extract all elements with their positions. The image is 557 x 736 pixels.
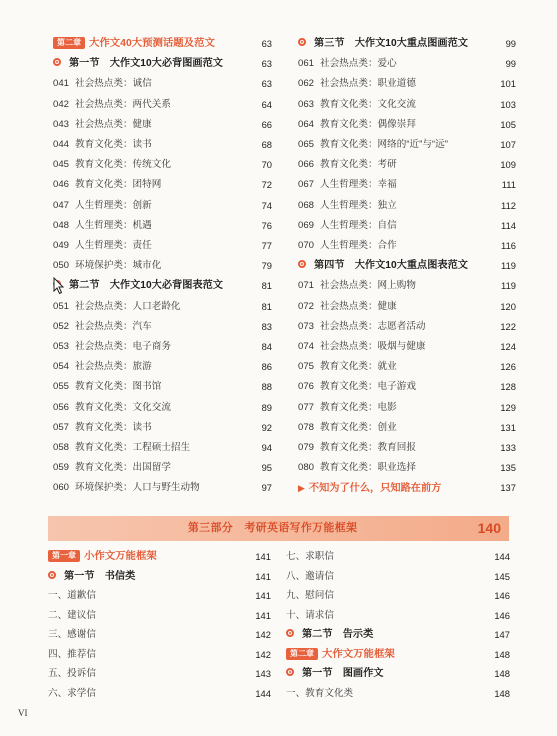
toc-entry[interactable] [298, 75, 516, 93]
entry-page-number: 148 [494, 648, 510, 660]
section-title: 第二节 告示类 [302, 629, 374, 640]
entry-title: 社会热点类：吸烟与健康 [320, 341, 426, 352]
entry-page-number: 131 [500, 421, 516, 433]
entry-title: 教育文化类：读书 [75, 139, 152, 150]
entry-page-number: 83 [261, 320, 272, 332]
entry-title: 四、推荐信 [48, 648, 96, 660]
toc-entry[interactable] [53, 298, 272, 316]
toc-section[interactable] [298, 35, 516, 53]
entry-number: 049 [53, 240, 70, 251]
entry-number: 057 [53, 421, 70, 433]
entry-title: 人生哲理类：创新 [75, 199, 152, 211]
entry-title: 社会热点类：爱心 [320, 58, 397, 70]
toc-entry[interactable] [53, 217, 272, 235]
toc-entry[interactable] [53, 257, 272, 275]
chapter-badge: 第一章 [48, 550, 80, 562]
entry-page-number: 129 [500, 401, 516, 413]
entry-number: 048 [53, 219, 70, 231]
toc-entry[interactable] [286, 587, 510, 605]
toc-entry[interactable] [298, 439, 516, 457]
entry-title: 人生哲理类：自信 [320, 219, 397, 231]
entry-number: 065 [298, 139, 315, 150]
entry-page-number: 146 [494, 609, 510, 621]
entry-number: 066 [298, 159, 315, 171]
entry-title: 六、求学信 [48, 687, 96, 699]
toc-entry[interactable] [48, 607, 271, 625]
entry-title: 十、请求信 [286, 609, 334, 621]
toc-entry[interactable] [53, 399, 272, 417]
toc-entry[interactable] [298, 298, 516, 316]
entry-page-number: 122 [500, 320, 516, 332]
entry-number: 080 [298, 462, 315, 474]
entry-number: 077 [298, 401, 315, 413]
entry-title: 教育文化类：就业 [320, 361, 397, 373]
entry-page-number: 84 [261, 341, 272, 352]
entry-title: 社会热点类：两代关系 [75, 98, 171, 110]
entry-page-number: 114 [501, 219, 516, 231]
entry-page-number: 143 [255, 668, 271, 679]
entry-number: 060 [53, 482, 70, 494]
entry-number: 063 [298, 98, 315, 110]
entry-page-number: 105 [500, 118, 516, 130]
entry-page-number: 76 [261, 219, 272, 231]
chapter-title: 小作文万能框架 [84, 551, 157, 562]
entry-number: 059 [53, 462, 70, 474]
entry-title: 社会热点类：电子商务 [75, 341, 171, 352]
entry-title: 社会热点类：旅游 [75, 361, 152, 373]
entry-title: 教育文化类：图书馆 [75, 381, 162, 393]
entry-title: 教育文化类：读书 [75, 421, 152, 433]
entry-page-number: 103 [500, 98, 516, 110]
entry-number: 076 [298, 381, 315, 393]
entry-number: 043 [53, 118, 70, 130]
toc-entry[interactable] [53, 358, 272, 376]
toc-entry[interactable] [286, 548, 510, 566]
entry-page-number: 137 [500, 482, 516, 494]
toc-entry[interactable] [298, 156, 516, 174]
entry-title: 人生哲理类：独立 [320, 199, 397, 211]
toc-entry[interactable] [48, 587, 271, 605]
section-bullet-icon [286, 668, 294, 676]
next-part-title: 不知为了什么，只知路在前方 [308, 483, 442, 495]
toc-entry[interactable] [53, 419, 272, 437]
toc-entry[interactable] [53, 479, 272, 497]
toc-entry[interactable] [298, 338, 516, 356]
entry-number: 051 [53, 300, 70, 312]
entry-number: 062 [298, 78, 315, 90]
toc-entry[interactable] [298, 318, 516, 336]
entry-page-number: 142 [255, 648, 271, 660]
entry-title: 教育文化类：文化交流 [320, 98, 416, 110]
entry-title: 人生哲理类：机遇 [75, 219, 152, 231]
entry-page-number: 81 [261, 280, 272, 292]
toc-chapter[interactable] [286, 646, 510, 664]
toc-entry[interactable] [298, 358, 516, 376]
entry-page-number: 77 [261, 240, 272, 251]
toc-entry[interactable] [53, 459, 272, 477]
entry-title: 教育文化类：文化交流 [75, 401, 171, 413]
entry-title: 人生哲理类：幸福 [320, 179, 397, 191]
toc-entry[interactable] [53, 237, 272, 255]
entry-number: 072 [298, 300, 315, 312]
toc-chapter[interactable] [53, 35, 272, 53]
toc-section[interactable] [53, 277, 272, 295]
entry-page-number: 89 [261, 401, 272, 413]
entry-page-number: 144 [255, 687, 271, 699]
entry-number: 071 [298, 280, 315, 292]
entry-number: 064 [298, 118, 315, 130]
section-title: 第四节 大作文10大重点图表范文 [314, 260, 468, 272]
entry-number: 052 [53, 320, 70, 332]
toc-entry[interactable] [53, 318, 272, 336]
entry-number: 075 [298, 361, 315, 373]
toc-entry[interactable] [53, 176, 272, 194]
entry-title: 一、教育文化类 [286, 687, 354, 699]
entry-page-number: 145 [494, 570, 510, 582]
toc-entry[interactable] [53, 75, 272, 93]
entry-number: 069 [298, 219, 315, 231]
section-title: 第三节 大作文10大重点图画范文 [314, 38, 468, 49]
toc-entry[interactable] [53, 96, 272, 114]
mouse-cursor-icon [53, 277, 65, 295]
entry-page-number: 99 [505, 58, 516, 70]
toc-entry[interactable] [298, 116, 516, 134]
entry-number: 078 [298, 421, 315, 433]
toc-entry[interactable] [53, 338, 272, 356]
entry-title: 人生哲理类：合作 [320, 240, 397, 251]
section-title: 第一节 书信类 [64, 570, 136, 582]
entry-page-number: 81 [261, 300, 272, 312]
entry-title: 五、投诉信 [48, 668, 96, 679]
entry-page-number: 64 [261, 98, 272, 110]
entry-page-number: 74 [261, 199, 272, 211]
entry-title: 教育文化类：传统文化 [75, 159, 171, 171]
entry-title: 社会热点类：志愿者活动 [320, 320, 426, 332]
toc-entry[interactable] [298, 197, 516, 215]
section-title: 第二节 大作文10大必背图表范文 [69, 280, 223, 292]
entry-page-number: 126 [500, 361, 516, 373]
entry-number: 074 [298, 341, 315, 352]
entry-page-number: 147 [494, 629, 510, 640]
entry-title: 教育文化类：出国留学 [75, 462, 171, 474]
entry-title: 教育文化类：考研 [320, 159, 397, 171]
toc-next-part[interactable] [298, 479, 516, 497]
entry-number: 041 [53, 78, 70, 90]
entry-page-number: 148 [494, 687, 510, 699]
toc-chapter[interactable] [48, 548, 271, 566]
toc-section[interactable] [286, 665, 510, 683]
toc-entry[interactable] [298, 399, 516, 417]
entry-number: 067 [298, 179, 315, 191]
entry-page-number: 63 [261, 58, 272, 70]
entry-number: 058 [53, 442, 70, 453]
entry-title: 教育文化类：教育回报 [320, 442, 416, 453]
entry-page-number: 124 [500, 341, 516, 352]
section-bullet-icon [53, 58, 61, 66]
toc-entry[interactable] [298, 419, 516, 437]
toc-entry[interactable] [53, 136, 272, 154]
entry-page-number: 109 [500, 159, 516, 171]
entry-page-number: 141 [255, 570, 271, 582]
entry-number: 079 [298, 442, 315, 453]
entry-title: 教育文化类：创业 [320, 421, 397, 433]
entry-number: 046 [53, 179, 70, 191]
entry-number: 045 [53, 159, 70, 171]
entry-page-number: 79 [261, 260, 272, 272]
entry-number: 061 [298, 58, 315, 70]
toc-entry[interactable] [298, 378, 516, 396]
entry-title: 教育文化类：网络的“近”与“远” [320, 139, 448, 150]
entry-number: 055 [53, 381, 70, 393]
entry-title: 社会热点类：人口老龄化 [75, 300, 181, 312]
entry-page-number: 63 [261, 38, 272, 49]
entry-page-number: 148 [494, 668, 510, 679]
toc-entry[interactable] [53, 156, 272, 174]
entry-page-number: 72 [261, 179, 272, 191]
entry-page-number: 119 [501, 260, 516, 272]
toc-entry[interactable] [298, 136, 516, 154]
entry-number: 044 [53, 139, 70, 150]
toc-entry[interactable] [53, 116, 272, 134]
section-bullet-icon [298, 38, 306, 46]
entry-page-number: 120 [500, 300, 516, 312]
toc-entry[interactable] [48, 626, 271, 644]
entry-page-number: 66 [261, 118, 272, 130]
section-title: 第一节 图画作文 [302, 668, 384, 679]
entry-title: 环境保护类：城市化 [75, 260, 162, 272]
entry-number: 054 [53, 361, 70, 373]
banner-title: 第三部分 考研英语写作万能框架 [188, 522, 358, 534]
entry-title: 社会热点类：职业道德 [320, 78, 416, 90]
toc-entry[interactable] [298, 176, 516, 194]
triangle-right-icon: ▶ [298, 483, 305, 494]
toc-section[interactable] [53, 55, 272, 73]
entry-page-number: 88 [261, 381, 272, 393]
toc-entry[interactable] [298, 217, 516, 235]
chapter-title: 大作文万能框架 [322, 648, 395, 660]
entry-title: 教育文化类：团特网 [75, 179, 162, 191]
section-bullet-icon [298, 260, 306, 268]
entry-title: 社会热点类：汽车 [75, 320, 152, 332]
entry-number: 073 [298, 320, 315, 332]
toc-entry[interactable] [286, 568, 510, 586]
entry-title: 人生哲理类：责任 [75, 240, 152, 251]
chapter-badge: 第二章 [53, 37, 85, 49]
toc-section[interactable] [298, 257, 516, 275]
toc-entry[interactable] [53, 439, 272, 457]
entry-page-number: 119 [501, 280, 516, 292]
entry-page-number: 128 [500, 381, 516, 393]
entry-title: 社会热点类：网上购物 [320, 280, 416, 292]
entry-title: 教育文化类：电子游戏 [320, 381, 416, 393]
entry-number: 070 [298, 240, 315, 251]
toc-entry[interactable] [48, 646, 271, 664]
entry-page-number: 111 [501, 179, 516, 191]
entry-number: 053 [53, 341, 70, 352]
chapter-badge: 第二章 [286, 648, 318, 660]
toc-entry[interactable] [48, 665, 271, 683]
toc-section[interactable] [48, 568, 271, 586]
entry-page-number: 144 [494, 551, 510, 562]
entry-number: 056 [53, 401, 70, 413]
section-bullet-icon [48, 571, 56, 579]
entry-title: 七、求职信 [286, 551, 334, 562]
entry-page-number: 92 [261, 421, 272, 433]
entry-page-number: 70 [261, 159, 272, 171]
entry-title: 一、道歉信 [48, 590, 96, 601]
toc-entry[interactable] [298, 237, 516, 255]
entry-page-number: 133 [500, 442, 516, 453]
page-number: VI [18, 708, 28, 718]
toc-entry[interactable] [286, 685, 510, 703]
entry-number: 047 [53, 199, 70, 211]
section-title: 第一节 大作文10大必背图画范文 [69, 58, 223, 70]
entry-page-number: 135 [500, 462, 516, 474]
entry-page-number: 141 [255, 590, 271, 601]
entry-page-number: 68 [261, 139, 272, 150]
entry-page-number: 142 [255, 629, 271, 640]
entry-page-number: 101 [500, 78, 516, 90]
part-three-banner[interactable] [48, 516, 509, 541]
entry-number: 042 [53, 98, 70, 110]
entry-title: 社会热点类：健康 [320, 300, 397, 312]
entry-title: 教育文化类：电影 [320, 401, 397, 413]
entry-title: 教育文化类：工程硕士招生 [75, 442, 191, 453]
toc-entry[interactable] [298, 96, 516, 114]
entry-title: 社会热点类：健康 [75, 118, 152, 130]
toc-entry[interactable] [298, 459, 516, 477]
entry-number: 068 [298, 199, 315, 211]
toc-entry[interactable] [298, 55, 516, 73]
entry-title: 三、感谢信 [48, 629, 96, 640]
entry-page-number: 107 [500, 139, 516, 150]
entry-title: 二、建议信 [48, 609, 96, 621]
toc-entry[interactable] [53, 197, 272, 215]
entry-title: 教育文化类：职业选择 [320, 462, 416, 474]
entry-page-number: 99 [505, 38, 516, 49]
banner-page: 140 [477, 520, 501, 536]
toc-section[interactable] [286, 626, 510, 644]
toc-entry[interactable] [53, 378, 272, 396]
entry-number: 050 [53, 260, 70, 272]
entry-title: 社会热点类：诚信 [75, 78, 152, 90]
section-bullet-icon [286, 629, 294, 637]
toc-entry[interactable] [286, 607, 510, 625]
entry-page-number: 97 [261, 482, 272, 494]
toc-entry[interactable] [298, 277, 516, 295]
entry-title: 八、邀请信 [286, 570, 334, 582]
entry-page-number: 63 [261, 78, 272, 90]
entry-page-number: 94 [261, 442, 272, 453]
entry-page-number: 141 [255, 609, 271, 621]
entry-page-number: 116 [501, 240, 516, 251]
entry-page-number: 112 [501, 199, 516, 211]
entry-title: 教育文化类：偶像崇拜 [320, 118, 416, 130]
chapter-title: 大作文40大预测话题及范文 [89, 38, 215, 49]
entry-page-number: 95 [261, 462, 272, 474]
entry-page-number: 146 [494, 590, 510, 601]
entry-title: 九、慰问信 [286, 590, 334, 601]
entry-title: 环境保护类：人口与野生动物 [75, 482, 200, 494]
entry-page-number: 86 [261, 361, 272, 373]
entry-page-number: 141 [255, 551, 271, 562]
toc-entry[interactable] [48, 685, 271, 703]
